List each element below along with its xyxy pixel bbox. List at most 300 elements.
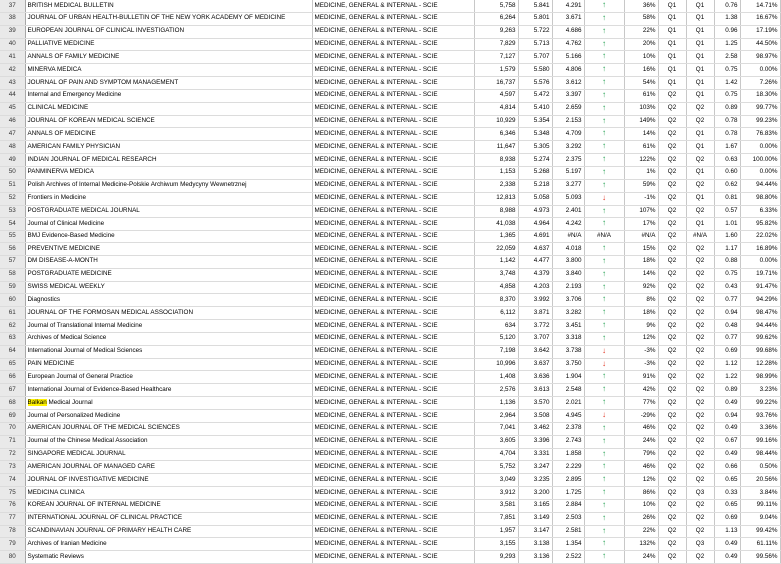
previous-impact-factor-cell[interactable]: 3.671 xyxy=(552,12,584,25)
impact-factor-cell[interactable]: 3.772 xyxy=(518,320,552,333)
quartile-cell[interactable]: Q2 xyxy=(658,179,686,192)
trend-cell[interactable] xyxy=(584,38,624,51)
total-cites-cell[interactable]: 2,964 xyxy=(474,410,518,423)
total-cites-cell[interactable]: 8,988 xyxy=(474,205,518,218)
percentage-cell[interactable]: 61.11% xyxy=(740,538,780,551)
journal-name-cell[interactable]: JOURNAL OF THE FORMOSAN MEDICAL ASSOCIATION xyxy=(25,307,312,320)
change-percent-cell[interactable]: 122% xyxy=(624,154,658,167)
category-cell[interactable]: MEDICINE, GENERAL & INTERNAL - SCIE xyxy=(312,345,474,358)
previous-quartile-cell[interactable]: Q2 xyxy=(686,499,714,512)
journal-name-cell[interactable]: INTERNATIONAL JOURNAL OF CLINICAL PRACTICE xyxy=(25,512,312,525)
ratio-cell[interactable]: 0.94 xyxy=(714,410,740,423)
quartile-cell[interactable]: Q2 xyxy=(658,166,686,179)
quartile-cell[interactable]: Q1 xyxy=(658,0,686,12)
trend-cell[interactable] xyxy=(584,281,624,294)
percentage-cell[interactable]: 0.00% xyxy=(740,141,780,154)
impact-factor-cell[interactable]: 3.613 xyxy=(518,384,552,397)
previous-quartile-cell[interactable]: Q2 xyxy=(686,422,714,435)
previous-impact-factor-cell[interactable]: 3.292 xyxy=(552,141,584,154)
category-cell[interactable]: MEDICINE, GENERAL & INTERNAL - SCIE xyxy=(312,410,474,423)
journal-name-cell[interactable]: SCANDINAVIAN JOURNAL OF PRIMARY HEALTH CARE xyxy=(25,525,312,538)
category-cell[interactable]: MEDICINE, GENERAL & INTERNAL - SCIE xyxy=(312,154,474,167)
change-percent-cell[interactable]: 26% xyxy=(624,512,658,525)
journal-name-cell[interactable]: EUROPEAN JOURNAL OF CLINICAL INVESTIGATION xyxy=(25,25,312,38)
percentage-cell[interactable]: 99.68% xyxy=(740,345,780,358)
change-percent-cell[interactable]: 107% xyxy=(624,205,658,218)
impact-factor-cell[interactable]: 3.149 xyxy=(518,512,552,525)
trend-cell[interactable] xyxy=(584,255,624,268)
ratio-cell[interactable]: 0.49 xyxy=(714,422,740,435)
quartile-cell[interactable]: Q2 xyxy=(658,384,686,397)
quartile-cell[interactable]: Q2 xyxy=(658,345,686,358)
percentage-cell[interactable]: 0.00% xyxy=(740,255,780,268)
previous-impact-factor-cell[interactable]: 2.401 xyxy=(552,205,584,218)
total-cites-cell[interactable]: 9,293 xyxy=(474,551,518,564)
trend-cell[interactable] xyxy=(584,268,624,281)
quartile-cell[interactable]: Q2 xyxy=(658,205,686,218)
journal-name-cell[interactable]: Journal of the Chinese Medical Association xyxy=(25,435,312,448)
journal-name-cell[interactable]: AMERICAN JOURNAL OF THE MEDICAL SCIENCES xyxy=(25,422,312,435)
category-cell[interactable]: MEDICINE, GENERAL & INTERNAL - SCIE xyxy=(312,77,474,90)
trend-cell[interactable] xyxy=(584,64,624,77)
total-cites-cell[interactable]: 7,127 xyxy=(474,51,518,64)
percentage-cell[interactable]: 19.71% xyxy=(740,268,780,281)
journal-name-cell[interactable]: SWISS MEDICAL WEEKLY xyxy=(25,281,312,294)
journal-name-cell[interactable]: INDIAN JOURNAL OF MEDICAL RESEARCH xyxy=(25,154,312,167)
trend-cell[interactable] xyxy=(584,0,624,12)
ratio-cell[interactable]: 0.49 xyxy=(714,538,740,551)
percentage-cell[interactable]: 98.80% xyxy=(740,192,780,205)
percentage-cell[interactable]: 76.83% xyxy=(740,128,780,141)
ratio-cell[interactable]: 0.49 xyxy=(714,397,740,410)
quartile-cell[interactable]: Q2 xyxy=(658,474,686,487)
total-cites-cell[interactable]: 2,576 xyxy=(474,384,518,397)
quartile-cell[interactable]: Q2 xyxy=(658,243,686,256)
journal-name-cell[interactable]: JOURNAL OF INVESTIGATIVE MEDICINE xyxy=(25,474,312,487)
ratio-cell[interactable]: 0.75 xyxy=(714,89,740,102)
trend-cell[interactable] xyxy=(584,345,624,358)
previous-impact-factor-cell[interactable]: 3.282 xyxy=(552,307,584,320)
total-cites-cell[interactable]: 1,408 xyxy=(474,371,518,384)
previous-quartile-cell[interactable]: Q2 xyxy=(686,294,714,307)
category-cell[interactable]: MEDICINE, GENERAL & INTERNAL - SCIE xyxy=(312,551,474,564)
impact-factor-cell[interactable]: 3.570 xyxy=(518,397,552,410)
previous-impact-factor-cell[interactable]: 3.750 xyxy=(552,358,584,371)
percentage-cell[interactable]: 99.22% xyxy=(740,397,780,410)
percentage-cell[interactable]: 0.50% xyxy=(740,461,780,474)
journal-name-cell[interactable]: Archives of Iranian Medicine xyxy=(25,538,312,551)
previous-impact-factor-cell[interactable]: 2.229 xyxy=(552,461,584,474)
category-cell[interactable]: MEDICINE, GENERAL & INTERNAL - SCIE xyxy=(312,51,474,64)
trend-cell[interactable] xyxy=(584,243,624,256)
total-cites-cell[interactable]: 7,851 xyxy=(474,512,518,525)
total-cites-cell[interactable]: 41,038 xyxy=(474,218,518,231)
quartile-cell[interactable]: Q2 xyxy=(658,448,686,461)
ratio-cell[interactable]: 0.49 xyxy=(714,448,740,461)
change-percent-cell[interactable]: 46% xyxy=(624,461,658,474)
trend-cell[interactable] xyxy=(584,77,624,90)
impact-factor-cell[interactable]: 4.379 xyxy=(518,268,552,281)
ratio-cell[interactable]: 0.89 xyxy=(714,102,740,115)
quartile-cell[interactable]: Q1 xyxy=(658,12,686,25)
total-cites-cell[interactable]: 3,748 xyxy=(474,268,518,281)
change-percent-cell[interactable]: 10% xyxy=(624,51,658,64)
ratio-cell[interactable]: 0.57 xyxy=(714,205,740,218)
change-percent-cell[interactable]: 8% xyxy=(624,294,658,307)
total-cites-cell[interactable]: 4,704 xyxy=(474,448,518,461)
quartile-cell[interactable]: Q2 xyxy=(658,192,686,205)
previous-impact-factor-cell[interactable]: 2.153 xyxy=(552,115,584,128)
category-cell[interactable]: MEDICINE, GENERAL & INTERNAL - SCIE xyxy=(312,512,474,525)
change-percent-cell[interactable]: 46% xyxy=(624,422,658,435)
total-cites-cell[interactable]: 3,912 xyxy=(474,487,518,500)
trend-cell[interactable] xyxy=(584,231,624,243)
previous-impact-factor-cell[interactable]: 1.904 xyxy=(552,371,584,384)
previous-quartile-cell[interactable]: Q2 xyxy=(686,448,714,461)
change-percent-cell[interactable]: 92% xyxy=(624,281,658,294)
impact-factor-cell[interactable]: 5.058 xyxy=(518,192,552,205)
previous-impact-factor-cell[interactable]: 3.840 xyxy=(552,268,584,281)
trend-cell[interactable] xyxy=(584,102,624,115)
total-cites-cell[interactable]: 4,814 xyxy=(474,102,518,115)
previous-impact-factor-cell[interactable]: 3.738 xyxy=(552,345,584,358)
category-cell[interactable]: MEDICINE, GENERAL & INTERNAL - SCIE xyxy=(312,25,474,38)
journal-name-cell[interactable]: Journal of Clinical Medicine xyxy=(25,218,312,231)
journal-name-cell[interactable]: BRITISH MEDICAL BULLETIN xyxy=(25,0,312,12)
change-percent-cell[interactable]: 36% xyxy=(624,0,658,12)
percentage-cell[interactable]: 98.47% xyxy=(740,307,780,320)
category-cell[interactable]: MEDICINE, GENERAL & INTERNAL - SCIE xyxy=(312,205,474,218)
ratio-cell[interactable]: 0.76 xyxy=(714,0,740,12)
impact-factor-cell[interactable]: 4.691 xyxy=(518,231,552,243)
change-percent-cell[interactable]: 12% xyxy=(624,474,658,487)
previous-quartile-cell[interactable]: Q2 xyxy=(686,384,714,397)
journal-name-cell[interactable]: Archives of Medical Science xyxy=(25,332,312,345)
total-cites-cell[interactable]: 12,813 xyxy=(474,192,518,205)
previous-impact-factor-cell[interactable]: 5.093 xyxy=(552,192,584,205)
previous-impact-factor-cell[interactable]: 3.612 xyxy=(552,77,584,90)
journal-name-cell[interactable]: Polish Archives of Internal Medicine-Polskie Archiwum Medycyny Wewnetrznej xyxy=(25,179,312,192)
previous-impact-factor-cell[interactable]: 1.858 xyxy=(552,448,584,461)
ratio-cell[interactable]: 0.65 xyxy=(714,499,740,512)
ratio-cell[interactable]: 0.78 xyxy=(714,128,740,141)
quartile-cell[interactable]: Q2 xyxy=(658,115,686,128)
journal-name-cell[interactable]: Journal of Translational Internal Medicine xyxy=(25,320,312,333)
previous-impact-factor-cell[interactable]: #N/A xyxy=(552,231,584,243)
ratio-cell[interactable]: 1.12 xyxy=(714,358,740,371)
previous-quartile-cell[interactable]: Q2 xyxy=(686,320,714,333)
previous-quartile-cell[interactable]: Q1 xyxy=(686,128,714,141)
previous-quartile-cell[interactable]: Q2 xyxy=(686,358,714,371)
total-cites-cell[interactable]: 6,346 xyxy=(474,128,518,141)
journal-name-cell[interactable]: JOURNAL OF KOREAN MEDICAL SCIENCE xyxy=(25,115,312,128)
trend-cell[interactable] xyxy=(584,525,624,538)
total-cites-cell[interactable]: 3,155 xyxy=(474,538,518,551)
previous-quartile-cell[interactable]: Q2 xyxy=(686,179,714,192)
quartile-cell[interactable]: Q2 xyxy=(658,294,686,307)
total-cites-cell[interactable]: 4,597 xyxy=(474,89,518,102)
previous-quartile-cell[interactable]: Q2 xyxy=(686,268,714,281)
quartile-cell[interactable]: Q1 xyxy=(658,51,686,64)
percentage-cell[interactable]: 17.19% xyxy=(740,25,780,38)
percentage-cell[interactable]: 3.36% xyxy=(740,422,780,435)
impact-factor-cell[interactable]: 3.707 xyxy=(518,332,552,345)
category-cell[interactable]: MEDICINE, GENERAL & INTERNAL - SCIE xyxy=(312,525,474,538)
previous-impact-factor-cell[interactable]: 4.018 xyxy=(552,243,584,256)
previous-quartile-cell[interactable]: Q1 xyxy=(686,0,714,12)
quartile-cell[interactable]: Q2 xyxy=(658,422,686,435)
change-percent-cell[interactable]: -29% xyxy=(624,410,658,423)
percentage-cell[interactable]: 3.23% xyxy=(740,384,780,397)
impact-factor-cell[interactable]: 4.203 xyxy=(518,281,552,294)
percentage-cell[interactable]: 20.56% xyxy=(740,474,780,487)
category-cell[interactable]: MEDICINE, GENERAL & INTERNAL - SCIE xyxy=(312,435,474,448)
total-cites-cell[interactable]: 1,136 xyxy=(474,397,518,410)
category-cell[interactable]: MEDICINE, GENERAL & INTERNAL - SCIE xyxy=(312,461,474,474)
journal-name-cell[interactable]: JOURNAL OF URBAN HEALTH-BULLETIN OF THE NEW YORK ACADEMY OF MEDICINE xyxy=(25,12,312,25)
ratio-cell[interactable]: 0.69 xyxy=(714,345,740,358)
impact-factor-cell[interactable]: 4.477 xyxy=(518,255,552,268)
previous-impact-factor-cell[interactable]: 4.945 xyxy=(552,410,584,423)
previous-quartile-cell[interactable]: Q1 xyxy=(686,89,714,102)
total-cites-cell[interactable]: 1,957 xyxy=(474,525,518,538)
change-percent-cell[interactable]: 14% xyxy=(624,268,658,281)
previous-impact-factor-cell[interactable]: 3.277 xyxy=(552,179,584,192)
total-cites-cell[interactable]: 4,858 xyxy=(474,281,518,294)
quartile-cell[interactable]: Q2 xyxy=(658,218,686,231)
category-cell[interactable]: MEDICINE, GENERAL & INTERNAL - SCIE xyxy=(312,422,474,435)
category-cell[interactable]: MEDICINE, GENERAL & INTERNAL - SCIE xyxy=(312,0,474,12)
change-percent-cell[interactable]: 132% xyxy=(624,538,658,551)
change-percent-cell[interactable]: 77% xyxy=(624,397,658,410)
previous-quartile-cell[interactable]: #N/A xyxy=(686,231,714,243)
percentage-cell[interactable]: 16.67% xyxy=(740,12,780,25)
previous-impact-factor-cell[interactable]: 3.800 xyxy=(552,255,584,268)
trend-cell[interactable] xyxy=(584,461,624,474)
impact-factor-cell[interactable]: 5.580 xyxy=(518,64,552,77)
category-cell[interactable]: MEDICINE, GENERAL & INTERNAL - SCIE xyxy=(312,268,474,281)
change-percent-cell[interactable]: 1% xyxy=(624,166,658,179)
total-cites-cell[interactable]: 6,112 xyxy=(474,307,518,320)
quartile-cell[interactable]: Q1 xyxy=(658,25,686,38)
category-cell[interactable]: MEDICINE, GENERAL & INTERNAL - SCIE xyxy=(312,115,474,128)
journal-name-cell[interactable]: KOREAN JOURNAL OF INTERNAL MEDICINE xyxy=(25,499,312,512)
change-percent-cell[interactable]: 17% xyxy=(624,218,658,231)
percentage-cell[interactable]: 94.44% xyxy=(740,320,780,333)
trend-cell[interactable] xyxy=(584,89,624,102)
journal-name-cell[interactable]: AMERICAN FAMILY PHYSICIAN xyxy=(25,141,312,154)
journal-name-cell[interactable]: POSTGRADUATE MEDICINE xyxy=(25,268,312,281)
impact-factor-cell[interactable]: 3.331 xyxy=(518,448,552,461)
category-cell[interactable]: MEDICINE, GENERAL & INTERNAL - SCIE xyxy=(312,307,474,320)
previous-impact-factor-cell[interactable]: 2.884 xyxy=(552,499,584,512)
percentage-cell[interactable]: 95.82% xyxy=(740,218,780,231)
category-cell[interactable]: MEDICINE, GENERAL & INTERNAL - SCIE xyxy=(312,179,474,192)
journal-name-cell[interactable]: Diagnostics xyxy=(25,294,312,307)
change-percent-cell[interactable]: 24% xyxy=(624,435,658,448)
trend-cell[interactable] xyxy=(584,128,624,141)
trend-cell[interactable] xyxy=(584,448,624,461)
total-cites-cell[interactable]: 8,938 xyxy=(474,154,518,167)
ratio-cell[interactable]: 0.62 xyxy=(714,179,740,192)
trend-cell[interactable] xyxy=(584,307,624,320)
journal-name-cell[interactable]: PALLIATIVE MEDICINE xyxy=(25,38,312,51)
category-cell[interactable]: MEDICINE, GENERAL & INTERNAL - SCIE xyxy=(312,141,474,154)
ratio-cell[interactable]: 0.75 xyxy=(714,64,740,77)
change-percent-cell[interactable]: 86% xyxy=(624,487,658,500)
quartile-cell[interactable]: Q2 xyxy=(658,499,686,512)
previous-quartile-cell[interactable]: Q2 xyxy=(686,345,714,358)
ratio-cell[interactable]: 0.65 xyxy=(714,474,740,487)
change-percent-cell[interactable]: 16% xyxy=(624,64,658,77)
trend-cell[interactable] xyxy=(584,154,624,167)
impact-factor-cell[interactable]: 3.247 xyxy=(518,461,552,474)
journal-name-cell[interactable]: PREVENTIVE MEDICINE xyxy=(25,243,312,256)
trend-cell[interactable] xyxy=(584,25,624,38)
total-cites-cell[interactable]: 7,041 xyxy=(474,422,518,435)
trend-cell[interactable] xyxy=(584,422,624,435)
percentage-cell[interactable]: 99.11% xyxy=(740,499,780,512)
change-percent-cell[interactable]: -3% xyxy=(624,345,658,358)
ratio-cell[interactable]: 1.42 xyxy=(714,77,740,90)
percentage-cell[interactable]: 44.50% xyxy=(740,38,780,51)
journal-name-cell[interactable]: Internal and Emergency Medicine xyxy=(25,89,312,102)
previous-quartile-cell[interactable]: Q2 xyxy=(686,307,714,320)
previous-impact-factor-cell[interactable]: 3.318 xyxy=(552,332,584,345)
previous-impact-factor-cell[interactable]: 1.725 xyxy=(552,487,584,500)
journal-name-cell[interactable]: PANMINERVA MEDICA xyxy=(25,166,312,179)
total-cites-cell[interactable]: 9,263 xyxy=(474,25,518,38)
total-cites-cell[interactable]: 8,370 xyxy=(474,294,518,307)
impact-factor-cell[interactable]: 3.136 xyxy=(518,551,552,564)
trend-cell[interactable] xyxy=(584,179,624,192)
total-cites-cell[interactable]: 7,198 xyxy=(474,345,518,358)
trend-cell[interactable] xyxy=(584,435,624,448)
previous-quartile-cell[interactable]: Q1 xyxy=(686,12,714,25)
change-percent-cell[interactable]: 20% xyxy=(624,38,658,51)
quartile-cell[interactable]: Q2 xyxy=(658,358,686,371)
previous-quartile-cell[interactable]: Q2 xyxy=(686,371,714,384)
previous-quartile-cell[interactable]: Q1 xyxy=(686,141,714,154)
category-cell[interactable]: MEDICINE, GENERAL & INTERNAL - SCIE xyxy=(312,243,474,256)
percentage-cell[interactable]: 99.62% xyxy=(740,332,780,345)
journal-name-cell[interactable]: CLINICAL MEDICINE xyxy=(25,102,312,115)
trend-cell[interactable] xyxy=(584,551,624,564)
percentage-cell[interactable]: 93.76% xyxy=(740,410,780,423)
total-cites-cell[interactable]: 634 xyxy=(474,320,518,333)
percentage-cell[interactable]: 91.47% xyxy=(740,281,780,294)
previous-impact-factor-cell[interactable]: 4.291 xyxy=(552,0,584,12)
impact-factor-cell[interactable]: 5.268 xyxy=(518,166,552,179)
previous-impact-factor-cell[interactable]: 4.242 xyxy=(552,218,584,231)
previous-impact-factor-cell[interactable]: 4.709 xyxy=(552,128,584,141)
impact-factor-cell[interactable]: 3.871 xyxy=(518,307,552,320)
total-cites-cell[interactable]: 11,647 xyxy=(474,141,518,154)
quartile-cell[interactable]: Q2 xyxy=(658,410,686,423)
change-percent-cell[interactable]: 18% xyxy=(624,255,658,268)
percentage-cell[interactable]: 99.77% xyxy=(740,102,780,115)
previous-impact-factor-cell[interactable]: 5.197 xyxy=(552,166,584,179)
journal-name-cell[interactable]: PAIN MEDICINE xyxy=(25,358,312,371)
impact-factor-cell[interactable]: 4.637 xyxy=(518,243,552,256)
change-percent-cell[interactable]: -1% xyxy=(624,192,658,205)
ratio-cell[interactable]: 1.22 xyxy=(714,371,740,384)
previous-impact-factor-cell[interactable]: 2.503 xyxy=(552,512,584,525)
previous-quartile-cell[interactable]: Q2 xyxy=(686,397,714,410)
category-cell[interactable]: MEDICINE, GENERAL & INTERNAL - SCIE xyxy=(312,89,474,102)
journal-name-cell[interactable]: ANNALS OF MEDICINE xyxy=(25,128,312,141)
category-cell[interactable]: MEDICINE, GENERAL & INTERNAL - SCIE xyxy=(312,320,474,333)
ratio-cell[interactable]: 1.25 xyxy=(714,38,740,51)
previous-impact-factor-cell[interactable]: 4.686 xyxy=(552,25,584,38)
quartile-cell[interactable]: Q2 xyxy=(658,154,686,167)
change-percent-cell[interactable]: 91% xyxy=(624,371,658,384)
previous-impact-factor-cell[interactable]: 2.193 xyxy=(552,281,584,294)
change-percent-cell[interactable]: 14% xyxy=(624,128,658,141)
quartile-cell[interactable]: Q2 xyxy=(658,461,686,474)
percentage-cell[interactable]: 6.33% xyxy=(740,205,780,218)
journal-name-cell[interactable]: European Journal of General Practice xyxy=(25,371,312,384)
percentage-cell[interactable]: 22.02% xyxy=(740,231,780,243)
trend-cell[interactable] xyxy=(584,192,624,205)
category-cell[interactable]: MEDICINE, GENERAL & INTERNAL - SCIE xyxy=(312,166,474,179)
percentage-cell[interactable]: 99.16% xyxy=(740,435,780,448)
trend-cell[interactable] xyxy=(584,474,624,487)
previous-quartile-cell[interactable]: Q1 xyxy=(686,38,714,51)
percentage-cell[interactable]: 18.30% xyxy=(740,89,780,102)
quartile-cell[interactable]: Q2 xyxy=(658,268,686,281)
quartile-cell[interactable]: Q1 xyxy=(658,38,686,51)
change-percent-cell[interactable]: 103% xyxy=(624,102,658,115)
total-cites-cell[interactable]: 3,581 xyxy=(474,499,518,512)
percentage-cell[interactable]: 3.84% xyxy=(740,487,780,500)
quartile-cell[interactable]: Q2 xyxy=(658,371,686,384)
ratio-cell[interactable]: 0.48 xyxy=(714,320,740,333)
impact-factor-cell[interactable]: 3.508 xyxy=(518,410,552,423)
ratio-cell[interactable]: 0.60 xyxy=(714,166,740,179)
change-percent-cell[interactable]: 149% xyxy=(624,115,658,128)
ratio-cell[interactable]: 0.33 xyxy=(714,487,740,500)
quartile-cell[interactable]: Q2 xyxy=(658,141,686,154)
journal-name-cell[interactable]: International Journal of Medical Sciences xyxy=(25,345,312,358)
journal-name-cell[interactable]: Systematic Reviews xyxy=(25,551,312,564)
previous-impact-factor-cell[interactable]: 3.397 xyxy=(552,89,584,102)
impact-factor-cell[interactable]: 5.348 xyxy=(518,128,552,141)
ratio-cell[interactable]: 0.94 xyxy=(714,307,740,320)
category-cell[interactable]: MEDICINE, GENERAL & INTERNAL - SCIE xyxy=(312,12,474,25)
impact-factor-cell[interactable]: 4.964 xyxy=(518,218,552,231)
impact-factor-cell[interactable]: 3.637 xyxy=(518,358,552,371)
impact-factor-cell[interactable]: 3.235 xyxy=(518,474,552,487)
percentage-cell[interactable]: 99.23% xyxy=(740,115,780,128)
category-cell[interactable]: MEDICINE, GENERAL & INTERNAL - SCIE xyxy=(312,102,474,115)
previous-quartile-cell[interactable]: Q2 xyxy=(686,255,714,268)
quartile-cell[interactable]: Q2 xyxy=(658,435,686,448)
trend-cell[interactable] xyxy=(584,512,624,525)
previous-quartile-cell[interactable]: Q2 xyxy=(686,102,714,115)
trend-cell[interactable] xyxy=(584,371,624,384)
percentage-cell[interactable]: 14.71% xyxy=(740,0,780,12)
ratio-cell[interactable]: 0.81 xyxy=(714,192,740,205)
trend-cell[interactable] xyxy=(584,115,624,128)
journal-name-cell[interactable]: International Journal of Evidence-Based Healthcare xyxy=(25,384,312,397)
previous-quartile-cell[interactable]: Q3 xyxy=(686,538,714,551)
previous-quartile-cell[interactable]: Q1 xyxy=(686,77,714,90)
previous-quartile-cell[interactable]: Q2 xyxy=(686,474,714,487)
total-cites-cell[interactable]: 2,338 xyxy=(474,179,518,192)
previous-impact-factor-cell[interactable]: 2.522 xyxy=(552,551,584,564)
category-cell[interactable]: MEDICINE, GENERAL & INTERNAL - SCIE xyxy=(312,128,474,141)
